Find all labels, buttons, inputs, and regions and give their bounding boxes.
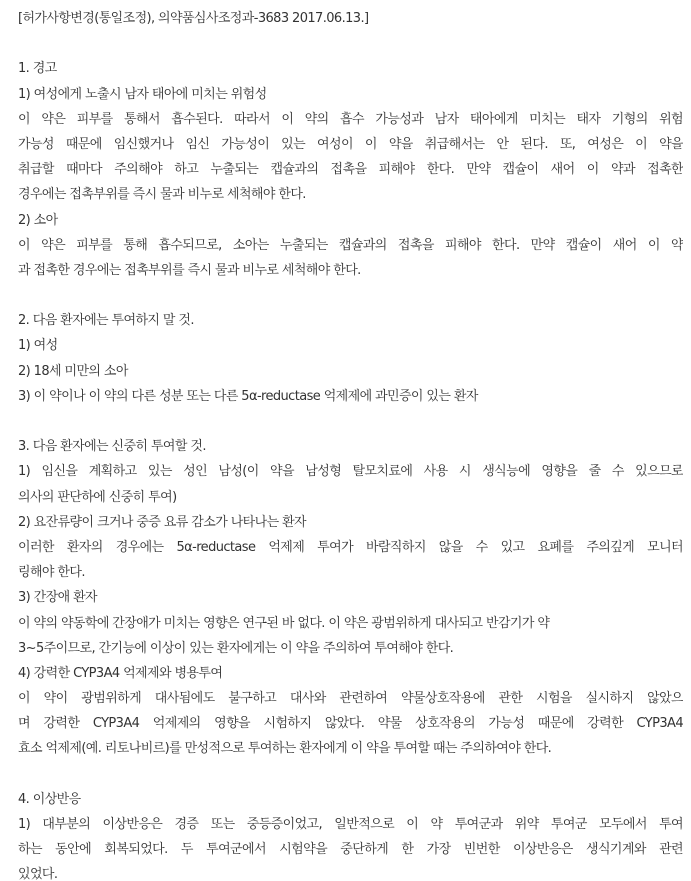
section-1-sub-1-title: 1) 여성에게 노출시 남자 태아에 미치는 위험성 [18,86,267,102]
spacer [18,31,683,56]
paragraph-line: 이러한 환자의 경우에는 5α-reductase 억제제 투여가 바람직하지 않을 수 있고 요폐를 주의깊게 모니터 [18,539,683,555]
paragraph-line: 있었다. [18,867,58,881]
section-3-sub-2-title: 2) 요잔류량이 크거나 중증 요류 감소가 나타나는 환자 [18,514,306,530]
paragraph-line: 며 강력한 CYP3A4 억제제의 영향을 시험하지 않았다. 약물 상호작용의 가능성 때문에 강력한 CYP3A4 [18,716,683,732]
section-1-sub-2-title: 2) 소아 [18,212,58,228]
spacer [18,409,683,434]
paragraph-line: 3~5주이므로, 간기능에 이상이 있는 환자에게는 이 약을 주의하여 투여해야 한다. [18,640,454,656]
paragraph-line: 가능성 때문에 임신했거나 임신 가능성이 있는 여성이 이 약을 취급해서는 안 된다. 또, 여성은 이 약을 [18,136,683,152]
section-4-title: 4. 이상반응 [18,791,81,807]
paragraph-line: 취급할 때마다 주의해야 하고 누출되는 캡슐과의 접촉을 피해야 한다. 만약 캡슐이 새어 이 약과 접촉한 [18,162,683,178]
list-item: 1) 여성 [18,338,58,354]
section-3-title: 3. 다음 환자에는 신중히 투여할 것. [18,439,206,455]
section-3-sub-4-title: 4) 강력한 CYP3A4 억제제와 병용투여 [18,665,223,681]
section-1-title: 1. 경고 [18,61,57,77]
spacer [18,283,683,308]
paragraph-line: 경우에는 접촉부위를 즉시 물과 비누로 세척해야 한다. [18,187,306,203]
revision-header: [허가사항변경(통일조정), 의약품심사조정과-3683 2017.06.13.] [18,11,369,26]
paragraph-line: 효소 억제제(예. 리토나비르)를 만성적으로 투여하는 환자에게 이 약을 투여할 때는 주의하여야 한다. [18,741,552,757]
paragraph-line: 의사의 판단하에 신중히 투여) [18,489,177,505]
paragraph-line: 이 약의 약동학에 간장애가 미치는 영향은 연구된 바 없다. 이 약은 광범위하게 대사되고 반감기가 약 [18,615,550,631]
drug-label-text [18,6,683,881]
paragraph-line: 하는 동안에 회복되었다. 두 투여군에서 시험약을 중단하게 한 가장 빈번한 이상반응은 생식기계와 관련 [18,842,683,858]
paragraph-line: 이 약은 피부를 통해서 흡수된다. 따라서 이 약의 흡수 가능성과 남자 태아에게 미치는 태자 기형의 위험 [18,111,683,127]
paragraph-line: 이 약은 피부를 통해 흡수되므로, 소아는 누출되는 캡슐과의 접촉을 피해야 한다. 만약 캡슐이 새어 이 약 [18,237,683,253]
section-2-title: 2. 다음 환자에는 투여하지 말 것. [18,313,194,329]
list-item: 3) 이 약이나 이 약의 다른 성분 또는 다른 5α-reductase 억제제에 과민증이 있는 환자 [18,388,478,404]
section-3-sub-3-title: 3) 간장애 환자 [18,590,97,606]
paragraph-line: 1) 임신을 계획하고 있는 성인 남성(이 약을 남성형 탈모치료에 사용 시 생식능에 영향을 줄 수 있으므로 [18,464,683,480]
paragraph-line: 과 접촉한 경우에는 접촉부위를 즉시 물과 비누로 세척해야 한다. [18,262,361,278]
paragraph-line: 이 약이 광범위하게 대사됨에도 불구하고 대사와 관련하여 약물상호작용에 관한 시험을 실시하지 않았으 [18,691,683,707]
spacer [18,762,683,787]
paragraph-line: 링해야 한다. [18,565,85,581]
paragraph-line: 1) 대부분의 이상반응은 경증 또는 중등증이었고, 일반적으로 이 약 투여군과 위약 투여군 모두에서 투여 [18,817,683,832]
list-item: 2) 18세 미만의 소아 [18,363,128,379]
